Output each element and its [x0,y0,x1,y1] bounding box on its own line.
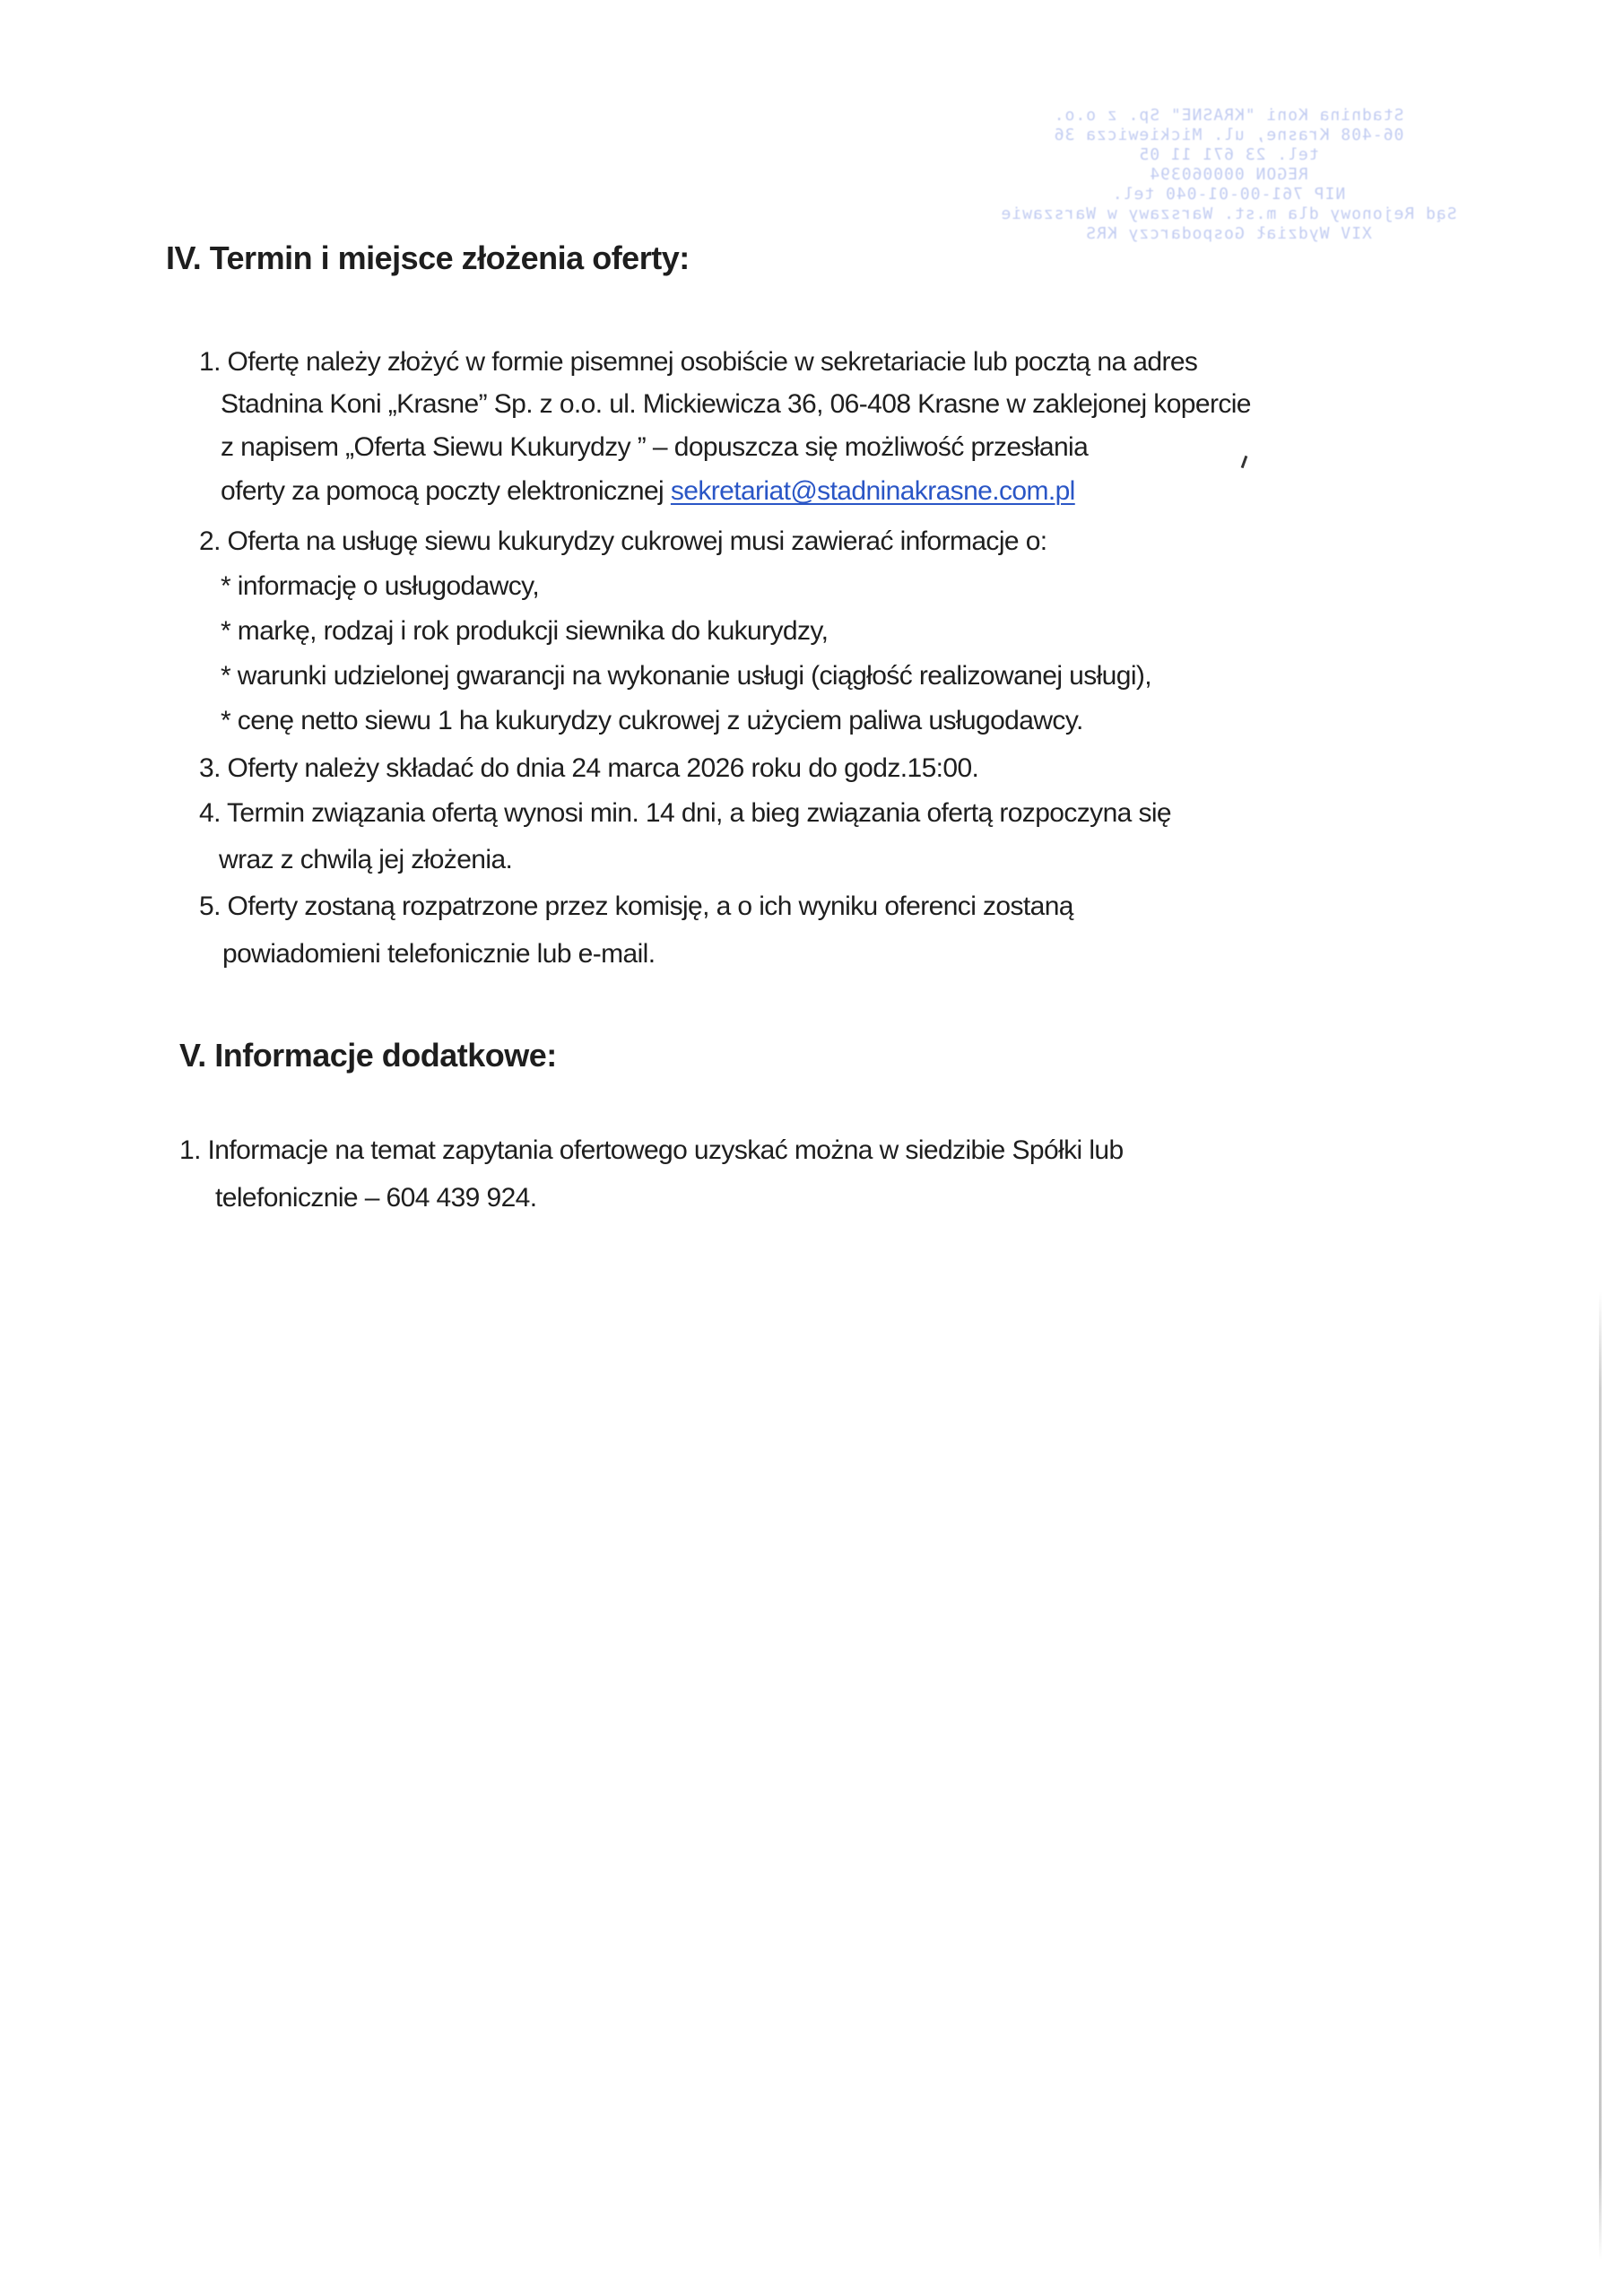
item-2-bullet: * informację o usługodawcy, [221,571,540,601]
item-5-line-1: 5. Oferty zostaną rozpatrzone przez komisję, a o ich wyniku oferenci zostaną [199,891,1073,921]
item-1-line-1: 1. Ofertę należy złożyć w formie pisemnej osobiście w sekretariacie lub pocztą na adres [199,347,1198,377]
item-1-line-4 [221,475,1075,508]
section-v-heading: V. Informacje dodatkowe: [179,1037,557,1074]
item-4-line-2: wraz z chwilą jej złożenia. [219,845,513,874]
section-iv-heading: IV. Termin i miejsce złożenia oferty: [166,239,690,276]
item-1-line-4-text: oferty za pomocą poczty elektronicznej [221,476,671,506]
item-3: 3. Oferty należy składać do dnia 24 marca 2026 roku do godz.15:00. [199,753,979,783]
stamp-line: Stadnina Koni "KRASNE" Sp. z o.o. [1053,106,1404,125]
stamp-line: NIP 761-00-01-040 tel. [1111,185,1346,204]
item-2-bullet: * markę, rodzaj i rok produkcji siewnika do kukurydzy, [221,616,829,646]
stamp-line: XIV Wydział Gospodarczy KRS [1085,224,1372,243]
stamp-line: REGON 000060394 [1149,165,1308,184]
stamp-line: Sąd Rejonowy dla m.st. Warszawy w Warszawie [1000,204,1457,223]
item-5-line-2: powiadomieni telefonicznie lub e-mail. [222,939,656,969]
scan-page-edge [1599,1292,1602,2260]
item-1-line-2: Stadnina Koni „Krasne” Sp. z o.o. ul. Mickiewicza 36, 06-408 Krasne w zaklejonej kopercie [221,389,1251,419]
item-2-line-1: 2. Oferta na usługę siewu kukurydzy cukrowej musi zawierać informacje o: [199,526,1047,556]
item-4-line-1: 4. Termin związania ofertą wynosi min. 14 dni, a bieg związania ofertą rozpoczyna się [199,798,1172,828]
company-stamp [995,106,1462,267]
email-link[interactable]: sekretariat@stadninakrasne.com.pl [670,476,1075,506]
section-v-item-1-line-2: telefonicznie – 604 439 924. [215,1183,537,1213]
stray-accent-mark [1241,456,1248,468]
section-v-item-1-line-1: 1. Informacje na temat zapytania ofertowego uzyskać można w siedzibie Spółki lub [179,1135,1124,1165]
item-1-line-3: z napisem „Oferta Siewu Kukurydzy ” – dopuszcza się możliwość przesłania [221,432,1089,462]
stamp-line: tel. 23 671 11 05 [1138,145,1319,164]
item-2-bullet: * warunki udzielonej gwarancji na wykonanie usługi (ciągłość realizowanej usługi), [221,661,1152,691]
item-2-bullet: * cenę netto siewu 1 ha kukurydzy cukrowej z użyciem paliwa usługodawcy. [221,706,1083,735]
stamp-line: 06-408 Krasne, ul. Mickiewicza 36 [1053,126,1404,144]
